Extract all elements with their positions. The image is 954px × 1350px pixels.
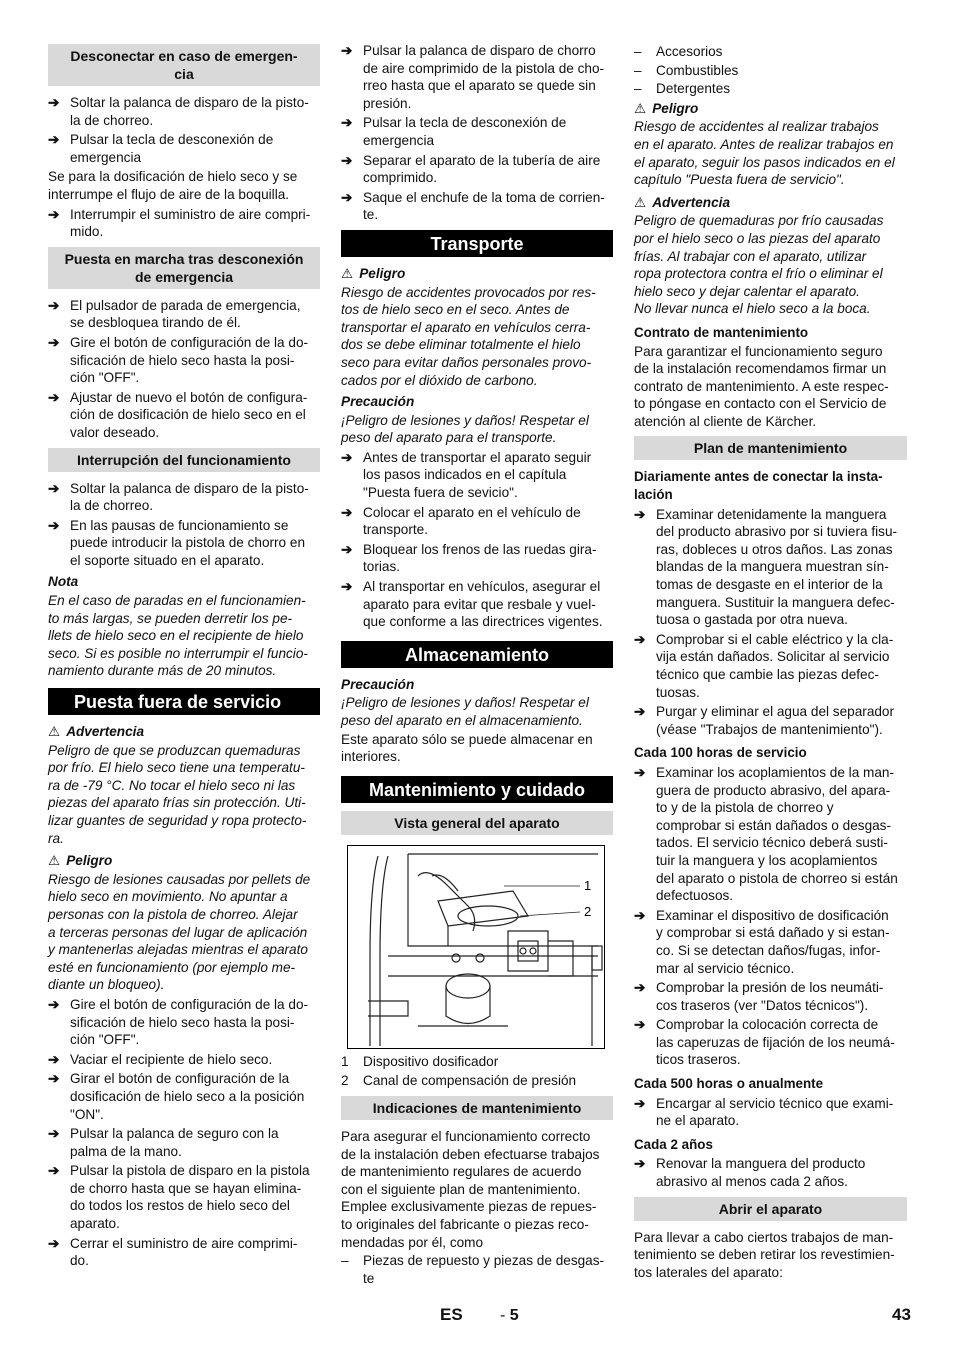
paragraph: Para llevar a cabo ciertos trabajos de man- tenimiento se deben retirar los revestimien- tos laterales del aparato: [634, 1229, 895, 1280]
warning-icon: ⚠ [48, 724, 61, 740]
caution-title: Precaución [341, 676, 415, 692]
step: ➔ Gire el botón de configuración de la do- sificación de hielo seco hasta la posi- ción "OFF". [48, 996, 309, 1048]
footer-page: - 5 [500, 1307, 519, 1324]
paragraph: Este aparato sólo se puede almacenar en interiores. [341, 731, 593, 765]
note-text: En el caso de paradas en el funcionamien- to más largas, se pueden derretir los pe- llets de hielo seco en el recipiente de hielo seco. Si es posible no interrumpir el funcio- namiento durante más de 20 minutos. [48, 593, 308, 679]
footer-language: ES [440, 1305, 463, 1324]
arrow-icon: ➔ [48, 1126, 60, 1142]
step: ➔ Renovar la manguera del producto abrasivo al menos cada 2 años. [634, 1156, 866, 1190]
arrow-icon: ➔ [634, 907, 646, 923]
subheading-2years: Cada 2 años [634, 1136, 713, 1152]
dash-icon: – [634, 44, 642, 59]
paragraph: Se para la dosificación de hielo seco y se interrumpe el flujo de aire de la boquilla. [48, 169, 298, 202]
step: ➔ Purgar y eliminar el agua del separador (véase "Trabajos de mantenimiento"). [634, 704, 895, 737]
heading-open: Abrir el aparato [634, 1197, 907, 1221]
subheading-contract: Contrato de mantenimiento [634, 324, 809, 340]
arrow-icon: ➔ [48, 334, 60, 350]
arrow-icon: ➔ [341, 504, 353, 520]
list-item: – Piezas de repuesto y piezas de desgas- te [341, 1253, 605, 1286]
subheading-500h: Cada 500 horas o anualmente [634, 1076, 824, 1092]
step: ➔ Comprobar si el cable eléctrico y la cla- vija están dañados. Solicitar al servicio técnico que cambie las piezas defec- tuosas. [634, 631, 894, 700]
step: ➔ Cerrar el suministro de aire comprimi- do. [48, 1235, 298, 1269]
arrow-icon: ➔ [48, 132, 60, 148]
arrow-icon: ➔ [634, 1156, 646, 1172]
arrow-icon: ➔ [634, 506, 646, 522]
step: ➔ Examinar los acoplamientos de la man- guera de producto abrasivo, del apara- to y de la pistola de chorreo y comprobar si están dañados o desgas- tados. El servicio técnico deberá susti- tuir la manguera y los acoplamientos del aparato o pistola de chorreo si están defectuosos. [634, 764, 898, 904]
arrow-icon: ➔ [634, 704, 646, 720]
column-3 [634, 42, 907, 1282]
column-1 [48, 42, 320, 1272]
step: ➔ Colocar el aparato en el vehículo de transporte. [341, 504, 581, 538]
step: ➔ Examinar detenidamente la manguera del producto abrasivo por si tuviera fisu- ras, dobleces u otros daños. Las zonas blandas de la manguera muestran sín- tomas de desgaste en el interior de la manguera. Sustituir la manguera defec- tuosa o gastada por otra nueva. [634, 506, 898, 628]
arrow-icon: ➔ [48, 480, 60, 496]
subheading-daily: Diariamente antes de conectar la insta- lación [634, 469, 883, 503]
arrow-icon: ➔ [634, 1017, 646, 1033]
warning-icon: ⚠ [634, 100, 647, 116]
step: ➔ Pulsar la palanca de seguro con la palma de la mano. [48, 1126, 279, 1159]
arrow-icon: ➔ [48, 1163, 60, 1179]
step: ➔ El pulsador de parada de emergencia, se desbloquea tirando de él. [48, 297, 301, 331]
caution-text: ¡Peligro de lesiones y daños! Respetar el peso del aparato en el almacenamiento. [341, 695, 589, 728]
heading-overview: Vista general del aparato [341, 811, 613, 835]
arrow-icon: ➔ [48, 389, 60, 405]
step: ➔ Interrumpir el suministro de aire compri- mido. [48, 206, 311, 240]
figure-label-1: 1 [584, 877, 592, 893]
dash-icon: – [634, 62, 642, 78]
dash-icon: – [341, 1253, 349, 1269]
warning-icon: ⚠ [48, 853, 61, 869]
arrow-icon: ➔ [48, 1071, 60, 1087]
arrow-icon: ➔ [341, 189, 353, 205]
legend-item: 1 Dispositivo dosificador [341, 1053, 499, 1069]
step: ➔ Antes de transportar el aparato seguir los pasos indicados en el capítula "Puesta fuera de sevicio". [341, 449, 592, 501]
step: ➔ Separar el aparato de la tubería de aire comprimido. [341, 152, 601, 186]
danger-title: ⚠ Peligro [634, 100, 699, 116]
step: ➔ Al transportar en vehículos, asegurar el aparato para evitar que resbale y vuel- que conforme a las directrices vigentes. [341, 579, 603, 630]
step: ➔ Comprobar la colocación correcta de las caperuzas de fijación de los neumá- ticos traseros. [634, 1017, 895, 1068]
column-2 [341, 42, 613, 1288]
warning-text: Peligro de que se produzcan quemaduras por frío. El hielo seco tiene una temperatu- ra de -79 °C. No tocar el hielo seco ni las piezas del aparato frías sin protección. Uti- lizar guantes de seguridad y ropa protecto- ra. [48, 742, 307, 846]
step: ➔ Girar el botón de configuración de la dosificación de hielo seco a la posición "ON". [48, 1071, 305, 1122]
danger-title: ⚠ Peligro [341, 265, 406, 281]
danger-text: Riesgo de accidentes al realizar trabajos en el aparato. Antes de realizar trabajos en el aparato, seguir los pasos indicados en el capítulo "Puesta fuera de servicio". [634, 119, 895, 188]
danger-text: Riesgo de accidentes provocados por res- tos de hielo seco en el seco. Antes de transportar el aparato en vehículos cerra- dos se debe eliminar totalmente el hielo seco para evitar daños personales provo- cados por el dióxido de carbono. [341, 284, 596, 388]
arrow-icon: ➔ [341, 579, 353, 595]
step: ➔ Comprobar la presión de los neumáti- cos traseros (ver "Datos técnicos"). [634, 980, 884, 1013]
heading-storage: Almacenamiento [341, 641, 613, 668]
warning-icon: ⚠ [341, 265, 354, 281]
footer-page-number: 43 [892, 1305, 911, 1324]
warning-icon: ⚠ [634, 194, 647, 210]
arrow-icon: ➔ [634, 764, 646, 780]
warning-text: Peligro de quemaduras por frío causadas por el hielo seco o las piezas del aparato frías. Al trabajar con el aparato, utilizar ropa protectora contra el frío o eliminar el hielo seco y dejar calentar el aparato. No llevar nunca el hielo seco a la boca. [634, 213, 884, 317]
warning-title: ⚠ Advertencia [634, 194, 731, 210]
caution-text: ¡Peligro de lesiones y daños! Respetar el peso del aparato para el transporte. [341, 412, 589, 446]
paragraph: Para asegurar el funcionamiento correcto de la instalación deben efectuarse trabajos de mantenimiento regulares de acuerdo con el siguiente plan de mantenimiento. Emplee exclusivamente piezas de repues- to originales del fabricante o piezas reco- mendadas por él, como [341, 1128, 600, 1250]
heading-emergency: Desconectar en caso de emergen- cia [48, 44, 320, 86]
arrow-icon: ➔ [48, 1051, 60, 1067]
arrow-icon: ➔ [48, 1235, 60, 1251]
device-drawing [348, 846, 604, 1048]
arrow-icon: ➔ [341, 115, 353, 131]
step: ➔ Examinar el dispositivo de dosificación y comprobar si está dañado y si estan- co. Si se detectan daños/fugas, infor- mar al servicio técnico. [634, 907, 890, 976]
arrow-icon: ➔ [48, 95, 60, 110]
list-item: – Accesorios [634, 44, 723, 59]
subheading-100h: Cada 100 horas de servicio [634, 745, 807, 761]
step: ➔ En las pausas de funcionamiento se puede introducir la pistola de chorro en el soporte situado en el aparato. [48, 517, 306, 568]
legend-item: 2 Canal de compensación de presión [341, 1073, 577, 1089]
danger-title: ⚠ Peligro [48, 853, 113, 869]
arrow-icon: ➔ [634, 980, 646, 996]
arrow-icon: ➔ [341, 43, 353, 58]
warning-title: ⚠ Advertencia [48, 724, 145, 740]
note-title: Nota [48, 574, 79, 590]
paragraph: Para garantizar el funcionamiento seguro de la instalación recomendamos firmar un contrato de mantenimiento. A este respec- to póngase en contacto con el Servicio de atención al cliente de Kärcher. [634, 343, 889, 429]
step: ➔ Soltar la palanca de disparo de la pisto- la de chorreo. [48, 480, 309, 514]
heading-transport: Transporte [341, 230, 613, 257]
step: ➔ Encargar al servicio técnico que exami- ne el aparato. [634, 1095, 894, 1129]
step: ➔ Ajustar de nuevo el botón de configura- ción de dosificación de hielo seco en el valor deseado. [48, 389, 308, 440]
arrow-icon: ➔ [341, 152, 353, 168]
arrow-icon: ➔ [48, 206, 60, 222]
arrow-icon: ➔ [48, 297, 60, 313]
arrow-icon: ➔ [634, 1095, 646, 1111]
arrow-icon: ➔ [341, 449, 353, 465]
step: ➔ Saque el enchufe de la toma de corrien- te. [341, 189, 605, 223]
step: ➔ Bloquear los frenos de las ruedas gira- torias. [341, 541, 597, 575]
heading-shutdown: Puesta fuera de servicio [48, 688, 320, 715]
heading-interrupt: Interrupción del funcionamiento [48, 448, 320, 472]
arrow-icon: ➔ [634, 631, 646, 647]
device-illustration [347, 845, 605, 1049]
heading-plan: Plan de mantenimiento [634, 436, 907, 460]
step: ➔ Pulsar la pistola de disparo en la pistola de chorro hasta que se hayan elimina- do todos los restos de hielo seco del aparato. [48, 1163, 310, 1232]
arrow-icon: ➔ [48, 517, 60, 533]
heading-indications: Indicaciones de mantenimiento [341, 1096, 613, 1120]
arrow-icon: ➔ [48, 996, 60, 1012]
step: ➔ Gire el botón de configuración de la do- sificación de hielo seco hasta la posi- ción "OFF". [48, 334, 309, 386]
danger-text: Riesgo de lesiones causadas por pellets de hielo seco en movimiento. No apuntar a personas con la pistola de chorreo. Alejar a terceras personas del lugar de aplicación y mantenerlas alejadas mientras el aparato esté en funcionamiento (por ejemplo me- diante un bloqueo). [48, 871, 311, 993]
figure-label-2: 2 [584, 903, 592, 919]
list-item: – Combustibles [634, 62, 739, 78]
heading-maintenance: Mantenimiento y cuidado [341, 776, 613, 803]
step: ➔ Pulsar la tecla de desconexión de emergencia [341, 115, 567, 148]
step: ➔ Vaciar el recipiente de hielo seco. [48, 1051, 273, 1067]
step: ➔ Soltar la palanca de disparo de la pisto- la de chorreo. [48, 95, 309, 128]
list-item: – Detergentes [634, 81, 731, 97]
heading-restart: Puesta en marcha tras desconexión de emergencia [48, 247, 320, 289]
step: ➔ Pulsar la palanca de disparo de chorro de aire comprimido de la pistola de cho- rreo hasta que el aparato se quede sin presión. [341, 43, 605, 111]
dash-icon: – [634, 81, 642, 97]
step: ➔ Pulsar la tecla de desconexión de emergencia [48, 132, 274, 165]
arrow-icon: ➔ [341, 541, 353, 557]
caution-title: Precaución [341, 394, 415, 410]
